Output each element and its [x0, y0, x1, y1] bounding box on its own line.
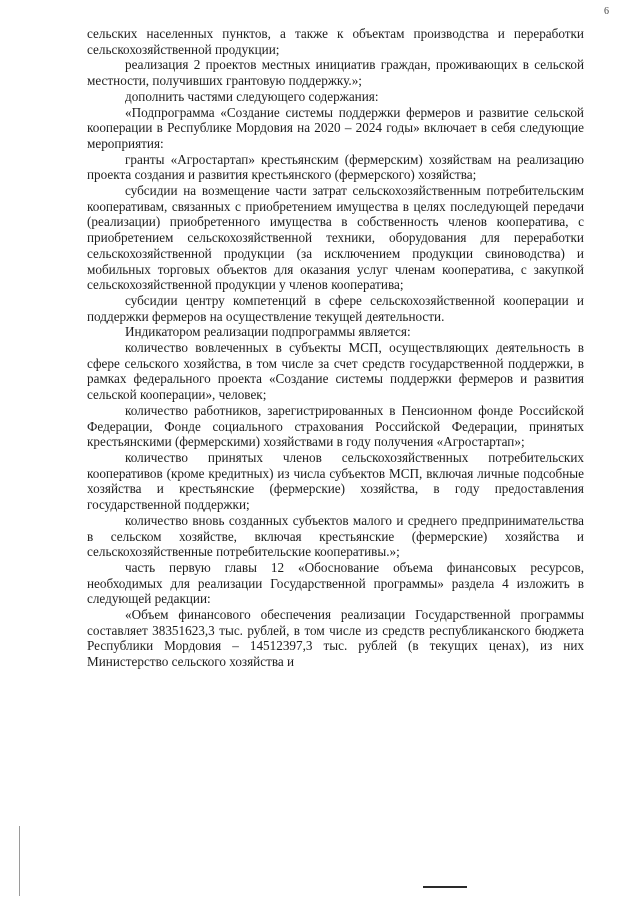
scan-edge-mark	[19, 826, 20, 896]
paragraph-chapter-12: часть первую главы 12 «Обоснование объема финансовых ресурсов, необходимых для реализации Государственной программы» раздела 4 изложить в следующей редакции:	[87, 559, 584, 607]
paragraph-local-initiatives: реализация 2 проектов местных инициатив граждан, проживающих в сельской местности, получивших грантовую поддержку.»;	[87, 57, 584, 89]
paragraph-funding-volume: «Объем финансового обеспечения реализации Государственной программы составляет 38351623,3 тыс. рублей, в том числе из средств республиканского бюджета Республики Мордовия – 14512397,3 тыс. рублей (в текущих ценах), из них Министерство сельского хозяйства и	[87, 607, 584, 670]
document-body	[87, 26, 584, 670]
paragraph-indicator-intro: Индикатором реализации подпрограммы является:	[125, 324, 411, 340]
paragraph-agrostartup-grants: гранты «Агростартап» крестьянским (фермерским) хозяйствам на реализацию проекта создания и развития крестьянского (фермерского) хозяйства;	[87, 151, 584, 183]
paragraph-competence-center-subsidies: субсидии центру компетенций в сфере сельскохозяйственной кооперации и поддержки фермеров на осуществление текущей деятельности.	[87, 292, 584, 324]
paragraph-indicator-involved: количество вовлеченных в субъекты МСП, осуществляющих деятельность в сфере сельского хозяйства, в том числе за счет средств государственной поддержки, в рамках федерального проекта «Создание системы поддержки фермеров и развития сельской кооперации», человек;	[87, 340, 584, 403]
paragraph-indicator-members: количество принятых членов сельскохозяйственных потребительских кооперативов (кроме кредитных) из числа субъектов МСП, включая личные подсобные хозяйства и крестьянские (фермерские) хозяйства, в году предоставления государственной поддержки;	[87, 449, 584, 513]
paragraph-subprogram-title: «Подпрограмма «Создание системы поддержки фермеров и развитие сельской кооперации в Республике Мордовия на 2020 – 2024 годы» включает в себя следующие мероприятия:	[87, 104, 584, 151]
paragraph-indicator-new-entities: количество вновь созданных субъектов малого и среднего предпринимательства в сельском хозяйстве, включая крестьянские (фермерские) хозяйства и сельскохозяйственные потребительские кооперативы.»;	[87, 512, 584, 560]
paragraph-indicator-workers: количество работников, зарегистрированных в Пенсионном фонде Российской Федерации, Фонде социального страхования Российской Федерации, принятых крестьянскими (фермерскими) хозяйствами в году получения «Агростартап»;	[87, 402, 584, 450]
paragraph-continuation: сельских населенных пунктов, а также к объектам производства и переработки сельскохозяйственной продукции;	[87, 26, 584, 57]
footer-rule	[423, 886, 467, 888]
paragraph-add-parts: дополнить частями следующего содержания:	[125, 88, 379, 104]
page-number: 6	[604, 6, 609, 17]
paragraph-cooperative-subsidies: субсидии на возмещение части затрат сельскохозяйственным потребительским кооперативам, связанных с приобретением имущества в целях последующей передачи (реализации) приобретенного имущества в собственность членов кооператива, с приобретением сельскохозяйственной техники, оборудования для переработки сельскохозяйственной продукции (за исключением продукции свиноводства) и мобильных торговых объектов для оказания услуг членам кооператива, с закупкой сельскохозяйственной продукции у членов кооператива;	[87, 183, 584, 293]
